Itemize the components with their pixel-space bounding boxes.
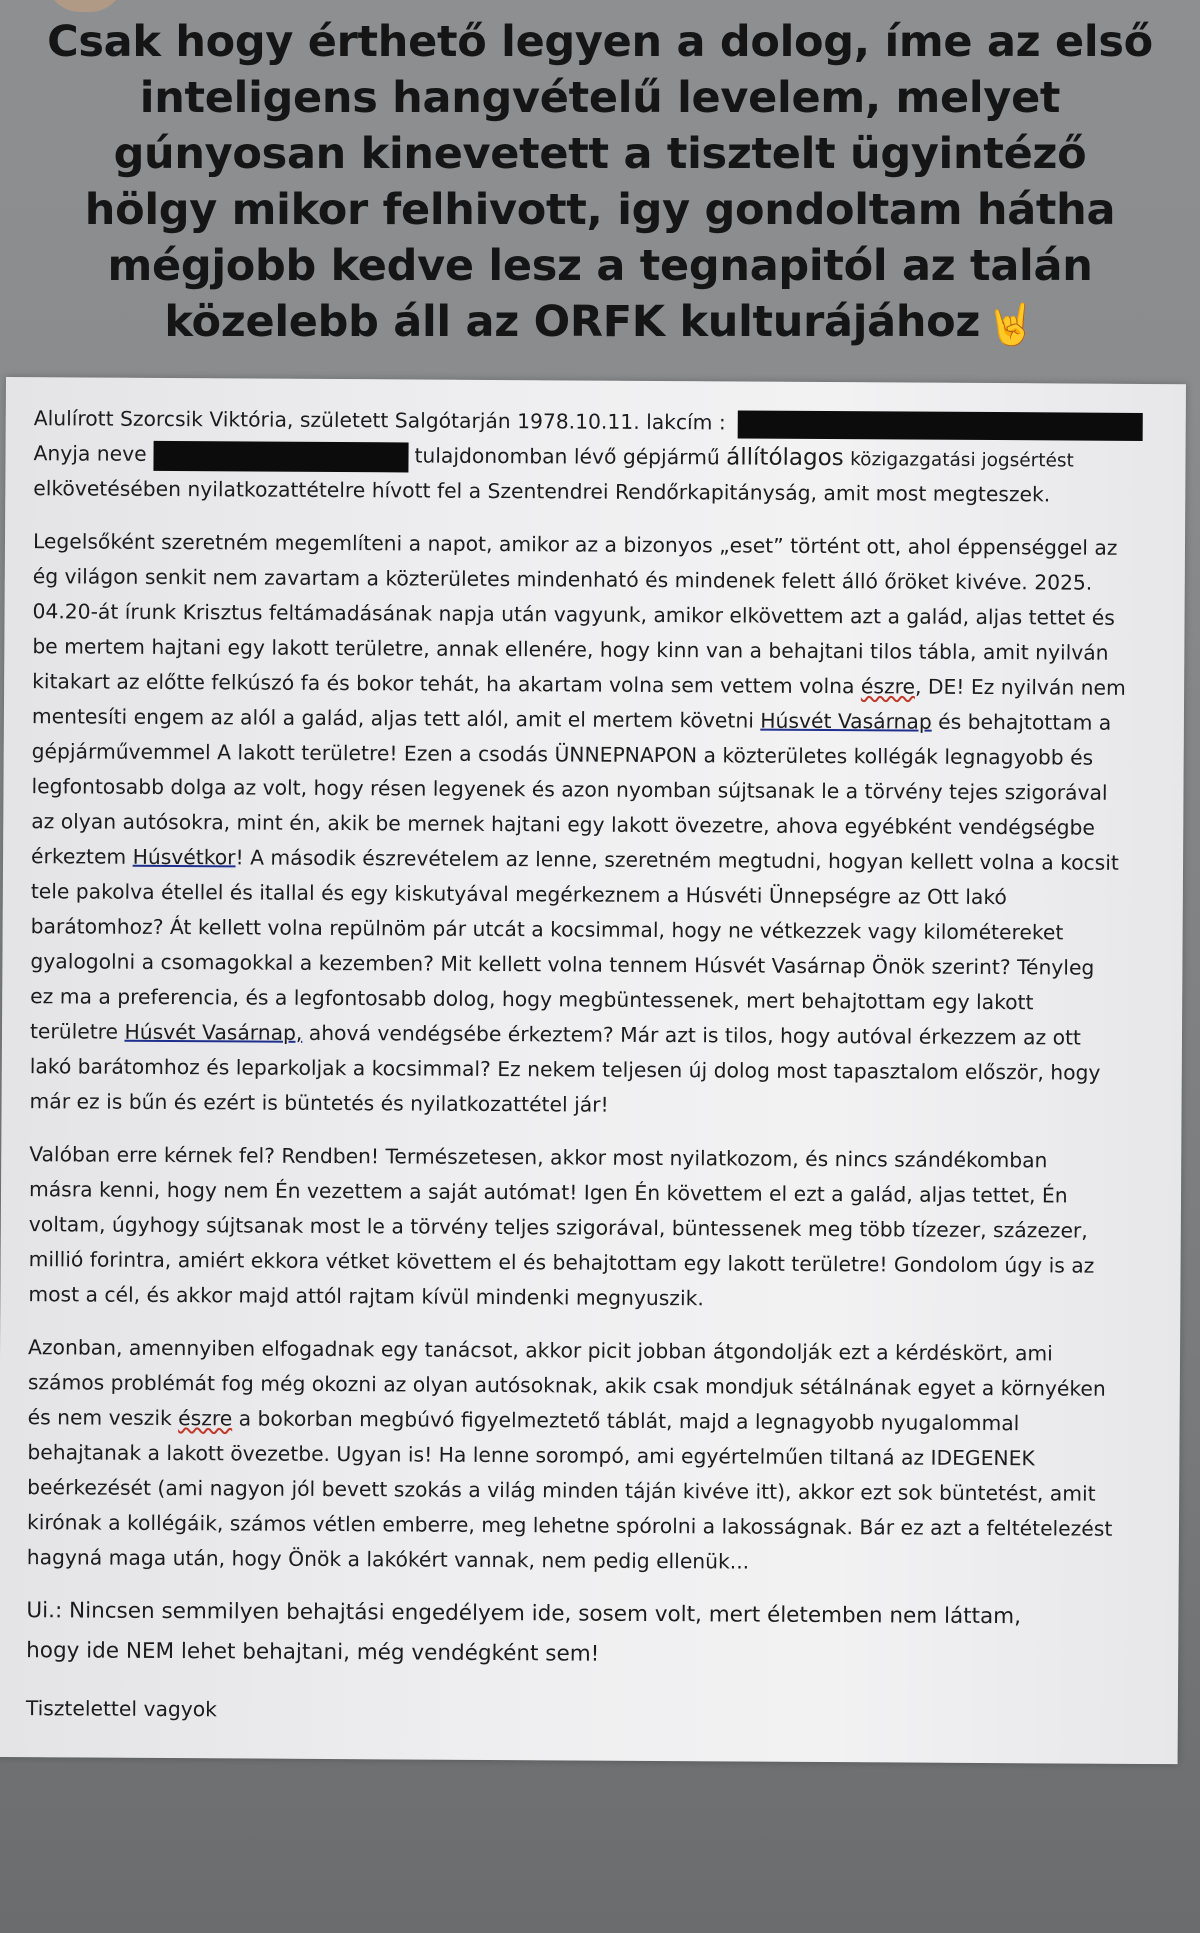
letter-text	[26, 401, 1174, 1733]
text-line: kirónak a kollégáik, számos vétlen emberre, meg lehetne spórolni a lakosságnak. Bár ez azt a feltételezést	[26, 1510, 1113, 1541]
text-line: barátomhoz? Át kellett volna repülnöm pár utcát a kocsimmal, hogy ne vétkezzek vagy kilométereket	[30, 914, 1064, 945]
redaction-bar	[153, 440, 408, 472]
text-span: tulajdonomban lévő gépjármű	[414, 443, 720, 470]
underlined-text: Húsvét Vasárnap,	[124, 1019, 303, 1045]
text-line: tele pakolva étellel és itallal és egy kiskutyával megérkeznem a Húsvéti Ünnepségre az Ott lakó	[30, 879, 1007, 910]
text-span: és behajtottam a	[931, 709, 1112, 735]
caption-line-last	[40, 294, 1160, 353]
story-caption	[40, 14, 1160, 353]
underlined-text: Húsvét Vasárnap	[760, 708, 932, 734]
text-line: lakó barátomhoz és leparkoljak a kocsimmal? Ez nekem teljesen új dolog most tapasztalom először, hogy	[29, 1054, 1101, 1085]
text-line: behajtanak a lakott övezetbe. Ugyan is! Ha lenne sorompó, ami egyértelműen tiltaná az IDEGENEK	[27, 1440, 1035, 1471]
caption-line: hölgy mikor felhivott, igy gondoltam hátha	[84, 185, 1116, 235]
text-line: számos problémát fog még okozni az olyan autósoknak, akik csak mondjuk sétálnának egyet a környéken	[27, 1370, 1106, 1401]
closing-line: Tisztelettel vagyok	[25, 1696, 218, 1722]
text-line: ég világon senkit nem zavartam a közterületes mindenható és mindenek felett álló őröket kivéve. 2025.	[32, 564, 1093, 595]
text-line: Valóban erre kérnek fel? Rendben! Természetesen, akkor most nyilatkozom, és nincs szándékomban	[29, 1142, 1048, 1173]
caption-line: inteligens hangvételű levelem, melyet	[139, 73, 1061, 123]
postscript	[26, 1593, 1166, 1680]
text-span: érkeztem	[31, 844, 133, 869]
text-line: be mertem hajtani egy lakott területre, annak ellenére, hogy kinn van a behajtani tilos tábla, amit nyilván	[32, 634, 1109, 665]
text-line: legfontosabb dolga az volt, hogy résen legyenek és azon nyomban sújtsanak le a törvény tejes szigorával	[31, 774, 1108, 805]
underlined-text: Húsvétkor	[132, 844, 236, 870]
mother-name-label: Anyja neve	[33, 441, 147, 466]
text-span: kitakart az előtte felkúszó fa és bokor tehát, ha akartam volna sem vettem volna	[32, 669, 862, 699]
text-line: Azonban, amennyiben elfogadnak egy tanácsot, akkor picit jobban átgondolják ezt a kérdéskört, ami	[28, 1335, 1053, 1366]
redaction-bar	[738, 410, 1143, 440]
text-line: most a cél, és akkor majd attól rajtam kívül mindenki megnyuszik.	[28, 1282, 704, 1311]
text-line: másra kenni, hogy nem Én vezettem a saját autómat! Igen Én követtem el ezt a galád, aljas tettet, Én	[28, 1177, 1068, 1208]
caption-line: gúnyosan kinevetett a tisztelt ügyintéző	[113, 129, 1087, 179]
text-span: állítólagos	[726, 444, 844, 472]
text-line: hagyná maga után, hogy Önök a lakókért vannak, nem pedig ellenük...	[26, 1545, 750, 1574]
text-line: beérkezését (ami nagyon jól bevett szokás a világ minden táján kivéve itt), akkor ezt sok büntetést, amit	[27, 1475, 1096, 1506]
text-span: mentesíti engem az alól a galád, aljas tett alól, amit el mertem követni	[31, 704, 761, 733]
spellcheck-word: észre	[860, 674, 916, 699]
paragraph-1	[29, 524, 1173, 1126]
text-span: és nem veszik	[27, 1405, 179, 1431]
spellcheck-word: észre	[178, 1406, 233, 1431]
letter-header-line: elkövetésében nyilatkozattételre hívott fel a Szentendrei Rendőrkapitányság, amit most megteszek.	[33, 476, 1051, 507]
letter-photo	[0, 377, 1186, 1764]
text-line: ez ma a preferencia, és a legfontosabb dolog, hogy megbüntessenek, mert behajtottam egy lakott	[30, 984, 1034, 1015]
text-line: gyalogolni a csomagokkal a kezemben? Mit kellett volna tennem Húsvét Vasárnap Önök szerint? Tényleg	[30, 949, 1095, 980]
text-span: ! A második észrevételem az lenne, szeretném megtudni, hogyan kellett volna a kocsit	[235, 845, 1119, 875]
text-line: Legelsőként szeretném megemlíteni a napot, amikor az a bizonyos „eset” történt ott, ahol éppenséggel az	[32, 529, 1118, 560]
paragraph-2	[28, 1137, 1169, 1319]
text-span: területre	[29, 1019, 125, 1044]
text-line: már ez is bűn és ezért is büntetés és nyilatkozattétel jár!	[29, 1089, 609, 1117]
text-line: voltam, úgyhogy sújtsanak most le a törvény teljes szigorával, büntessenek meg több tízezer, százezer,	[28, 1212, 1088, 1243]
rock-hand-emoji-icon: 🤘	[986, 301, 1036, 348]
sender-details: Alulírott Szorcsik Viktória, született Salgótarján 1978.10.11. lakcím :	[33, 406, 726, 435]
text-line: hogy ide NEM lehet behajtani, még vendégként sem!	[26, 1638, 600, 1667]
text-span: közigazgatási jogsértést	[850, 449, 1074, 472]
paragraph-3	[27, 1330, 1168, 1582]
caption-line: közelebb áll az ORFK kulturájához	[164, 297, 981, 347]
caption-line: Csak hogy érthető legyen a dolog, íme az első	[47, 17, 1153, 67]
text-line: 04.20-át írunk Krisztus feltámadásának napja után vagyunk, amikor elkövettem azt a galád, aljas tettet és	[32, 599, 1115, 630]
text-line: Ui.: Nincsen semmilyen behajtási engedélyem ide, sosem volt, mert életemben nem láttam,	[26, 1598, 1022, 1630]
text-line: millió forintra, amiért ekkora vétket követtem el és behajtottam egy lakott területre! Gondolom úgy is az	[28, 1247, 1095, 1278]
caption-line: mégjobb kedve lesz a tegnapitól az talán	[107, 241, 1093, 291]
avatar	[46, 0, 124, 12]
text-span: a bokorban megbúvó figyelmeztető táblát, majd a legnagyobb nyugalommal	[232, 1406, 1020, 1436]
text-line: gépjárművemmel A lakott területre! Ezen a csodás ÜNNEPNAPON a közterületes kollégák legnagyobb és	[31, 739, 1094, 770]
text-span: , DE! Ez nyilván nem	[914, 674, 1126, 700]
text-span: ahová vendégsébe érkeztem? Már azt is tilos, hogy autóval érkezzem az ott	[302, 1020, 1081, 1050]
text-line: az olyan autósokra, mint én, akik be mernek hajtani egy lakott övezetre, ahova egyébként vendégségbe	[31, 809, 1096, 840]
